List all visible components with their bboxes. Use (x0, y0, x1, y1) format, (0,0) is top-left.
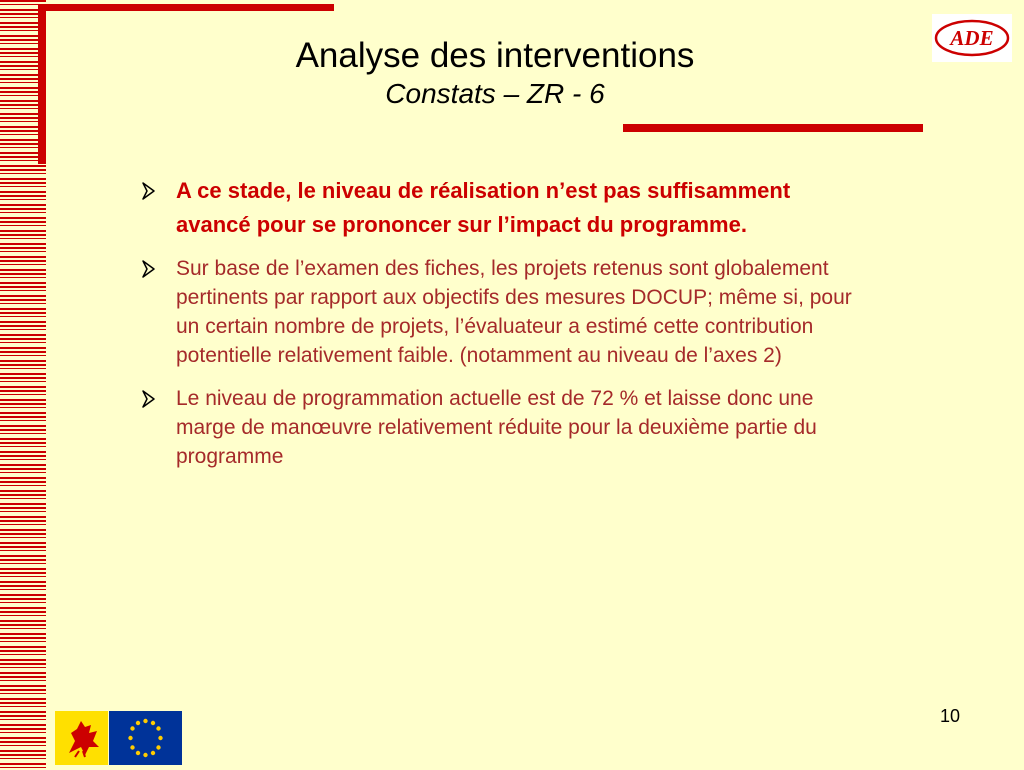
arrow-bullet-icon (140, 254, 160, 283)
bullet-text: Le niveau de programmation actuelle est de 72 % et laisse donc une marge de manœuvre relativement réduite pour la deuxième partie du programme (176, 387, 817, 468)
bullet-item (140, 174, 860, 242)
eu-stars-flag-icon (109, 711, 182, 765)
slide-title: Analyse des interventions (295, 36, 695, 75)
bullet-list (140, 174, 860, 485)
wallonia-rooster-flag-icon (55, 711, 108, 765)
top-horizontal-bar (38, 4, 334, 11)
arrow-bullet-icon (140, 384, 160, 413)
bullet-text: A ce stade, le niveau de réalisation n’est pas suffisamment avancé pour se prononcer sur l’impact du programme. (176, 178, 791, 237)
bullet-text: Sur base de l’examen des fiches, les projets retenus sont globalement pertinents par rapport aux objectifs des mesures DOCUP; même si, pour un certain nombre de projets, l’évaluateur a estimé cette contribution potentielle relativement faible. (notamment au niveau de l’axes 2) (176, 257, 852, 367)
title-block (200, 36, 790, 112)
bullet-item (140, 384, 860, 471)
slide-subtitle: Constats – ZR - 6 (385, 78, 605, 109)
page-number: 10 (939, 706, 961, 726)
arrow-bullet-icon (140, 174, 160, 208)
ade-logo-text: ADE (950, 26, 994, 50)
right-horizontal-bar (623, 124, 923, 132)
ade-logo (932, 14, 1012, 62)
ade-logo-graphic (932, 14, 1012, 62)
left-vertical-bar (38, 4, 46, 164)
bullet-item (140, 254, 860, 370)
